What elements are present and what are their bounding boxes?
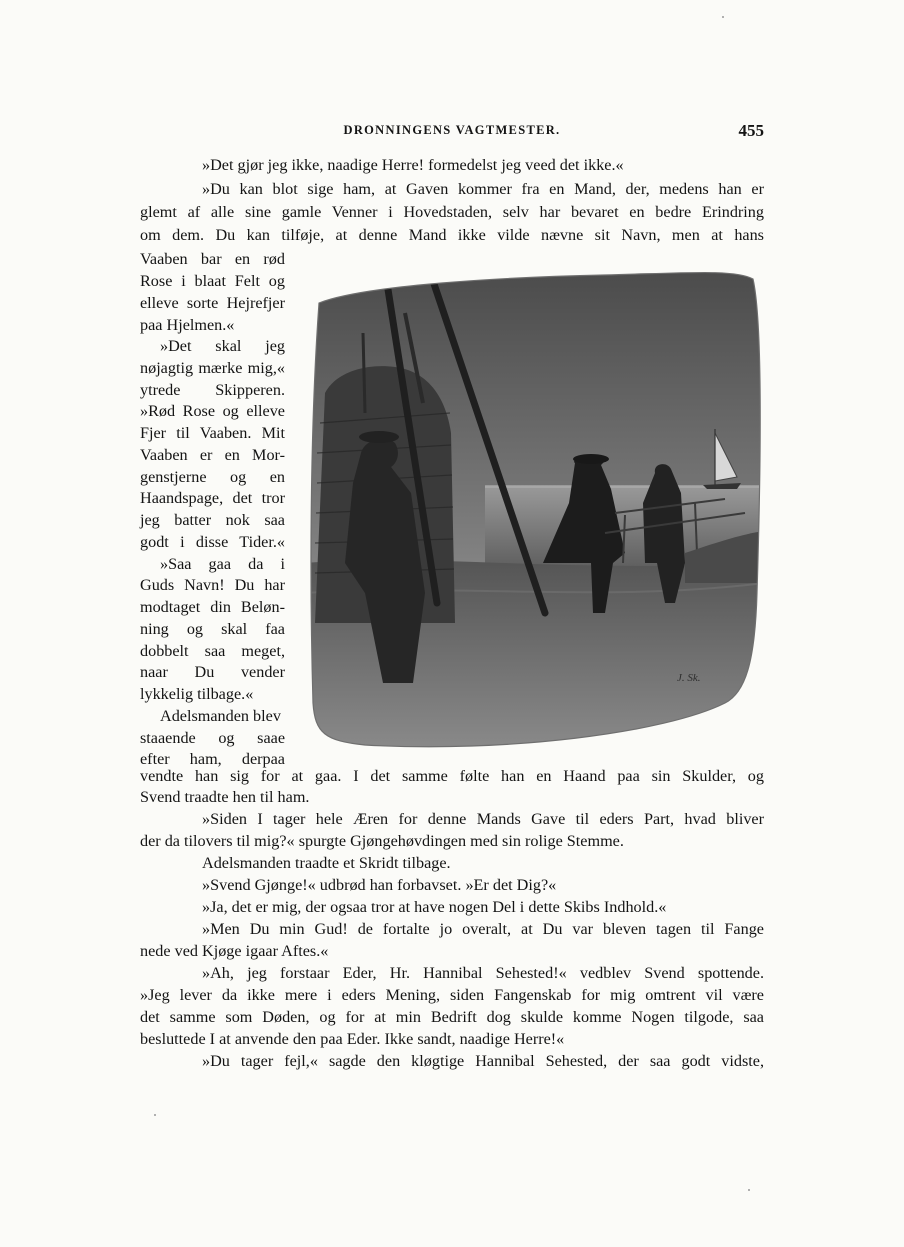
text-line: ning og skal faa [140, 620, 285, 638]
page-header [140, 121, 764, 141]
text-line: nøjagtig mærke mig,« [140, 359, 285, 377]
text-line: der da tilovers til mig?« spurgte Gjøngehøvdingen med sin rolige Stemme. [140, 832, 624, 850]
text-line: »Ja, det er mig, der ogsaa tror at have nogen Del i dette Skibs Indhold.« [202, 898, 667, 916]
scan-speck [154, 1114, 156, 1116]
text-line: Svend traadte hen til ham. [140, 788, 310, 806]
text-line: efter ham, derpaa [140, 750, 285, 768]
text-line: »Svend Gjønge!« udbrød han forbavset. »Er det Dig?« [202, 876, 557, 894]
text-line: Fjer til Vaaben. Mit [140, 424, 285, 442]
running-title: DRONNINGENS VAGTMESTER. [343, 123, 561, 137]
text-line: Adelsmanden traadte et Skridt tilbage. [202, 854, 451, 872]
text-line: Adelsmanden blev [160, 707, 281, 725]
text-line: elleve sorte Hejrefjer [140, 294, 285, 312]
text-line: besluttede I at anvende den paa Eder. Ikke sandt, naadige Herre!« [140, 1030, 565, 1048]
text-line: »Rød Rose og elleve [140, 402, 285, 420]
text-line: dobbelt saa meget, [140, 642, 285, 660]
text-line: Vaaben bar en rød [140, 250, 285, 268]
text-line: godt i disse Tider.« [140, 533, 285, 551]
text-line: staaende og saae [140, 729, 285, 747]
text-line: paa Hjelmen.« [140, 316, 235, 334]
text-line: om dem. Du kan tilføje, at denne Mand ikke vilde nævne sit Navn, men at hans [140, 226, 764, 244]
text-line: »Siden I tager hele Æren for denne Mands Gave til eders Part, hvad bliver [202, 810, 764, 828]
text-line: jeg batter nok saa [140, 511, 285, 529]
text-line: »Ah, jeg forstaar Eder, Hr. Hannibal Sehested!« vedblev Svend spottende. [202, 964, 764, 982]
scan-speck [748, 1189, 750, 1191]
text-line: »Saa gaa da i [160, 555, 285, 573]
text-line: »Det gjør jeg ikke, naadige Herre! formedelst jeg veed det ikke.« [202, 156, 624, 174]
illustration [305, 263, 765, 751]
text-line: genstjerne og en [140, 468, 285, 486]
text-line: Haandspage, det tror [140, 489, 285, 507]
text-line: »Jeg lever da ikke mere i eders Mening, siden Fangenskab for mig omtrent vil være [140, 986, 764, 1004]
text-line: glemt af alle sine gamle Venner i Hovedstaden, selv har bevaret en bedre Erindring [140, 203, 764, 221]
text-line: modtaget din Beløn- [140, 598, 285, 616]
text-line: Guds Navn! Du har [140, 576, 285, 594]
text-line: »Men Du min Gud! de fortalte jo overalt, at Du var bleven tagen til Fange [202, 920, 764, 938]
text-line: nede ved Kjøge igaar Aftes.« [140, 942, 329, 960]
text-line: »Du kan blot sige ham, at Gaven kommer fra en Mand, der, medens han er [202, 180, 764, 198]
illustration-signature: J. Sk. [677, 672, 701, 684]
text-line: naar Du vender [140, 663, 285, 681]
text-line: Vaaben er en Mor- [140, 446, 285, 464]
text-line: det samme som Døden, og for at min Bedrift dog skulde komme Nogen tilgode, saa [140, 1008, 764, 1026]
text-line: »Du tager fejl,« sagde den kløgtige Hannibal Sehested, der saa godt vidste, [202, 1052, 764, 1070]
scan-speck [722, 16, 724, 18]
illustration-drawing [305, 263, 765, 751]
text-line: Rose i blaat Felt og [140, 272, 285, 290]
text-line: vendte han sig for at gaa. I det samme følte han en Haand paa sin Skulder, og [140, 767, 764, 785]
text-line: lykkelig tilbage.« [140, 685, 254, 703]
text-line: »Det skal jeg [160, 337, 285, 355]
text-line: ytrede Skipperen. [140, 381, 285, 399]
page-number: 455 [738, 121, 764, 140]
